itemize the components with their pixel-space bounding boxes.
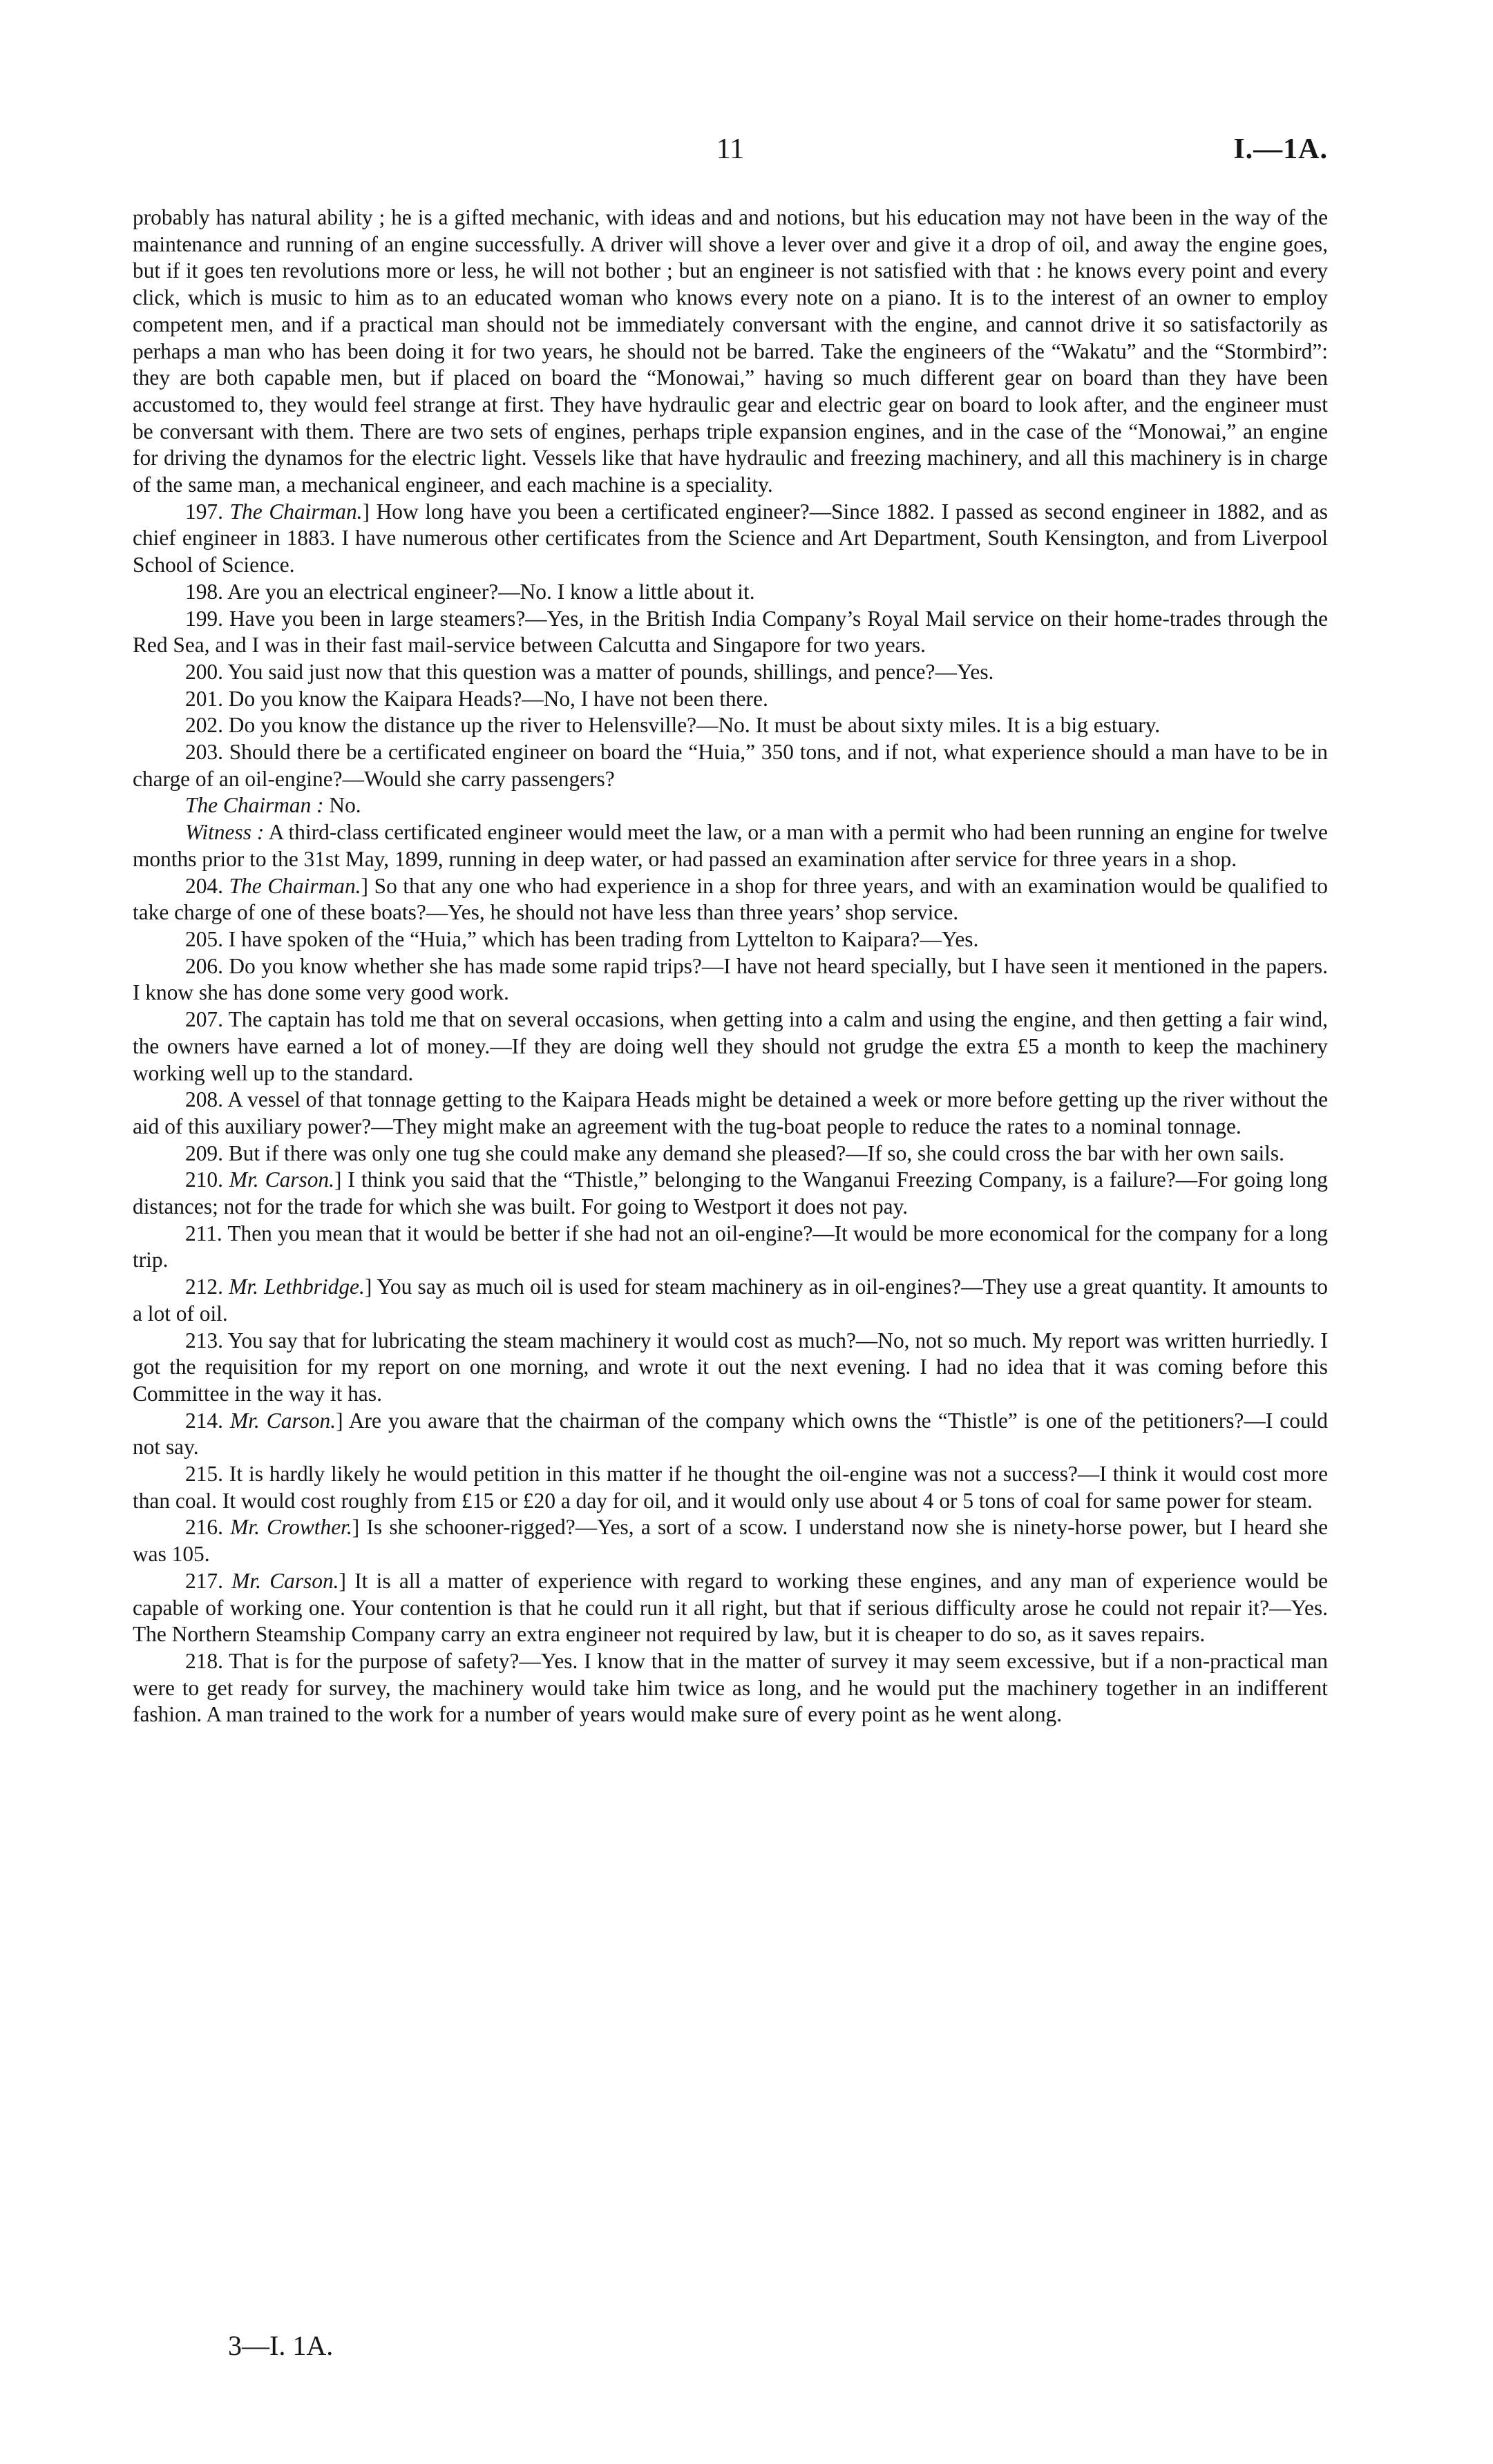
speaker-name: The Chairman.: [229, 499, 363, 524]
speaker-name: Mr. Lethbridge.: [229, 1274, 365, 1299]
paragraph: 207. The captain has told me that on several occasions, when getting into a calm and using the engine, and then getting a fair wind, the owners have earned a lot of money.—If they are doing well they should not grudge the extra £5 a month to keep the machinery working well up to the standard.: [133, 1007, 1328, 1085]
paragraph: [133, 1568, 1328, 1648]
paragraph: 206. Do you know whether she has made some rapid trips?—I have not heard specially, but I have seen it mentioned in the papers. I know she has done some very good work.: [133, 953, 1328, 1005]
paragraph: [133, 1408, 1328, 1461]
paragraph: 208. A vessel of that tonnage getting to the Kaipara Heads might be detained a week or more before getting up the river without the aid of this auxiliary power?—They might make an agreement with the tug-boat people to reduce the rates to a nominal tonnage.: [133, 1087, 1328, 1138]
page-header: [133, 133, 1328, 174]
document-body: [133, 204, 1328, 1728]
paragraph: 201. Do you know the Kaipara Heads?—No, I have not been there.: [185, 686, 768, 711]
speaker-name: Witness :: [185, 820, 265, 845]
paragraph: [133, 792, 1328, 819]
question-number: 210.: [185, 1167, 229, 1192]
question-number: 217.: [185, 1568, 232, 1593]
paragraph: [133, 499, 1328, 579]
paragraph: [133, 1167, 1328, 1220]
paragraph: 198. Are you an electrical engineer?—No. I know a little about it.: [185, 579, 755, 604]
paragraph: 213. You say that for lubricating the steam machinery it would cost as much?—No, not so much. My report was written hurriedly. I got the requisition for my report on one morning, and wrote it out the next evening. I had no idea that it was coming before this Committee in the way it has.: [133, 1328, 1328, 1406]
paragraph: [133, 1514, 1328, 1567]
question-number: 212.: [185, 1274, 229, 1299]
question-number: 197.: [185, 499, 230, 524]
paragraph: 218. That is for the purpose of safety?—Yes. I know that in the matter of survey it may seem excessive, but if a non-practical man were to get ready for survey, the machinery would take him twice as long, and he would put the machinery together in an indifferent fashion. A man trained to the work for a number of years would make sure of every point as he went along.: [133, 1648, 1328, 1727]
paragraph-text: ] Is she schooner-rigged?—Yes, a sort of a scow. I understand now she is ninety-horse power, but I heard she was 105.: [133, 1515, 1329, 1567]
question-number: 204.: [185, 873, 229, 898]
document-reference: I.—1A.: [1233, 133, 1328, 165]
page-number: 11: [716, 133, 745, 165]
speaker-name: The Chairman.: [229, 873, 361, 898]
paragraph: [133, 873, 1328, 926]
paragraph: probably has natural ability ; he is a gifted mechanic, with ideas and and notions, but his education may not have been in the way of the maintenance and running of an engine successfully. A driver will shove a lever over and give it a drop of oil, and away the engine goes, but if it goes ten revolutions more or less, he will not bother ; but an engineer is not satisfied with that : he knows every point and every click, which is music to him as to an educated woman who knows every note on a piano. It is to the interest of an owner to employ competent men, and if a practical man should not be immediately conversant with the engine, and cannot drive it so satisfactorily as perhaps a man who has been doing it for two years, he should not be barred. Take the engineers of the “Wakatu” and the “Stormbird”: they are both capable men, but if placed on board the “Monowai,” having so much different gear on board than they have been accustomed to, they would feel strange at first. They have hydraulic gear and electric gear on board to look after, and the engineer must be conversant with them. There are two sets of engines, perhaps triple expansion engines, and in the case of the “Monowai,” an engine for driving the dynamos for the electric light. Vessels like that have hydraulic and freezing machinery, and all this machinery is in charge of the same man, a mechanical engineer, and each machine is a speciality.: [133, 205, 1328, 497]
question-number: 216.: [185, 1515, 231, 1540]
paragraph: 211. Then you mean that it would be better if she had not an oil-engine?—It would be more economical for the company for a long trip.: [133, 1221, 1328, 1272]
paragraph-text: ] How long have you been a certificated engineer?—Since 1882. I passed as second engineer in 1882, and as chief engineer in 1883. I have numerous other certificates from the Science and Art Department, South Kensington, and from Liverpool School of Science.: [133, 499, 1329, 577]
paragraph: 202. Do you know the distance up the river to Helensville?—No. It must be about sixty miles. It is a big estuary.: [185, 713, 1161, 738]
speaker-name: The Chairman :: [185, 793, 324, 818]
speaker-name: Mr. Carson.: [229, 1167, 334, 1192]
paragraph-text: ] I think you said that the “Thistle,” belonging to the Wanganui Freezing Company, is a failure?—For going long distances; not for the trade for which she was built. For going to Westport it does not pay.: [133, 1167, 1329, 1219]
paragraph-text: No.: [323, 793, 361, 818]
paragraph-text: ] Are you aware that the chairman of the company which owns the “Thistle” is one of the petitioners?—I could not say.: [133, 1408, 1328, 1460]
question-number: 214.: [185, 1408, 230, 1433]
paragraph: 203. Should there be a certificated engineer on board the “Huia,” 350 tons, and if not, what experience should a man have to be in charge of an oil-engine?—Would she carry passengers?: [133, 740, 1328, 791]
paragraph: [133, 1274, 1328, 1327]
paragraph-text: A third-class certificated engineer would meet the law, or a man with a permit who had been running an engine for twelve months prior to the 31st May, 1899, running in deep water, or had passed an examination after service for three years in a shop.: [133, 820, 1328, 871]
paragraph: 199. Have you been in large steamers?—Yes, in the British India Company’s Royal Mail service on their home-trades through the Red Sea, and I was in their fast mail-service between Calcutta and Singapore for two years.: [133, 606, 1328, 658]
printer-signature-mark: 3—I. 1A.: [228, 2330, 334, 2361]
paragraph-text: ] You say as much oil is used for steam machinery as in oil-engines?—They use a great quantity. It amounts to a lot of oil.: [133, 1274, 1328, 1326]
speaker-name: Mr. Carson.: [230, 1408, 336, 1433]
paragraph: 215. It is hardly likely he would petition in this matter if he thought the oil-engine was not a success?—I think it would cost more than coal. It would cost roughly from £15 or £20 a day for oil, and it would only use about 4 or 5 tons of coal for same power for steam.: [133, 1462, 1328, 1513]
paragraph: 200. You said just now that this question was a matter of pounds, shillings, and pence?—Yes.: [185, 659, 994, 684]
paragraph-text: ] So that any one who had experience in a shop for three years, and with an examination would be qualified to take charge of one of these boats?—Yes, he should not have less than three years’ shop service.: [133, 873, 1328, 925]
paragraph: 209. But if there was only one tug she could make any demand she pleased?—If so, she could cross the bar with her own sails.: [185, 1140, 1284, 1165]
paragraph-text: ] It is all a matter of experience with regard to working these engines, and any man of experience would be capable of working one. Your contention is that he could run it all right, but that if serious difficulty arose he could not repair it?—Yes. The Northern Steamship Company carry an extra engineer not required by law, but it is cheaper to do so, as it saves repairs.: [133, 1568, 1329, 1647]
paragraph: [133, 819, 1328, 872]
paragraph: 205. I have spoken of the “Huia,” which has been trading from Lyttelton to Kaipara?—Yes.: [185, 926, 979, 951]
speaker-name: Mr. Crowther.: [230, 1515, 352, 1540]
speaker-name: Mr. Carson.: [231, 1568, 339, 1593]
